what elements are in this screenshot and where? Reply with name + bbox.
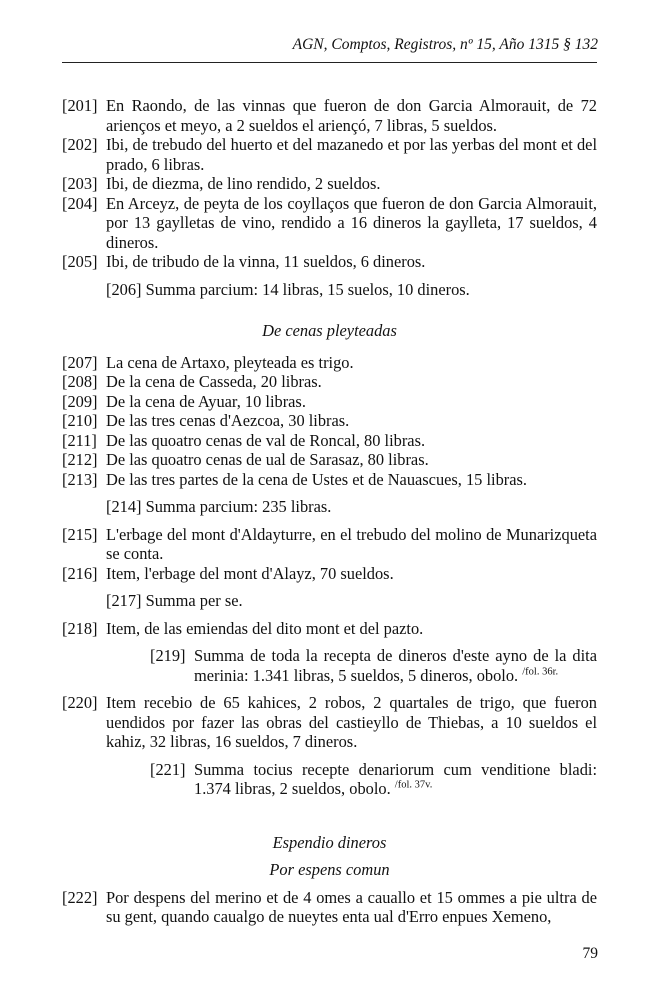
entry	[62, 525, 597, 564]
entry-text: Item, de las emiendas del dito mont et del pazto.	[106, 618, 424, 638]
summary-entry	[62, 591, 597, 611]
entry	[62, 450, 597, 470]
entry	[62, 888, 597, 927]
entry-text: De la cena de Ayuar, 10 libras.	[106, 391, 306, 411]
entry-text: En Raondo, de las vinnas que fueron de don Garcia Almorauit, de 72 arienços et meyo, a 2 sueldos el ariençó, 7 libras, 5 sueldos.	[106, 96, 597, 135]
folio-marker: /fol. 37v.	[394, 779, 433, 791]
entry-number: [222]	[62, 887, 98, 907]
entry-text: Por despens del merino et de 4 omes a cauallo et 15 ommes a pie ultra de su gent, quando caualgo de nueytes enta ual d'Erro enpues Xemeno,	[106, 887, 597, 926]
entry-text: Item recebio de 65 kahices, 2 robos, 2 quartales de trigo, que fueron uendidos por fazer las obras del castieyllo de Thiebas, a 10 sueldos el kahiz, 32 libras, 16 sueldos, 7 dineros.	[106, 693, 597, 751]
section-heading: De cenas pleyteadas	[262, 321, 397, 340]
entry-number: [212]	[62, 450, 98, 469]
entry-number: [217]	[106, 591, 142, 610]
entry-number: [220]	[62, 693, 98, 712]
entry-text: De las tres partes de la cena de Ustes et de Nauascues, 15 libras.	[106, 469, 527, 489]
entry-number: [208]	[62, 372, 98, 391]
entry-text: Item, l'erbage del mont d'Alayz, 70 sueldos.	[106, 563, 394, 583]
entry-text: Summa parcium: 235 libras.	[145, 497, 332, 516]
entry-text: Ibi, de diezma, de lino rendido, 2 sueldos.	[106, 174, 381, 193]
entry	[62, 372, 597, 392]
running-head: AGN, Comptos, Registros, nº 15, Año 1315 § 132	[292, 36, 598, 53]
summary-entry	[62, 760, 597, 799]
entry-text: Summa de toda la recepta de dineros d'este ayno de la dita merinia: 1.341 libras, 5 sueldos, 5 dineros, obolo.	[194, 646, 597, 685]
entry	[62, 252, 597, 272]
entry-text: De la cena de Casseda, 20 libras.	[106, 372, 322, 391]
entry-text: De las tres cenas d'Aezcoa, 30 libras.	[106, 411, 350, 430]
entry-number: [216]	[62, 563, 98, 583]
entry-number: [214]	[106, 497, 142, 516]
entry-text: Summa tocius recepte denariorum cum venditione bladi: 1.374 libras, 2 sueldos, obolo.	[194, 759, 597, 798]
page-number: 79	[582, 945, 598, 962]
entry-text: Summa per se.	[145, 591, 243, 610]
header-rule	[62, 62, 597, 63]
entry	[62, 392, 597, 412]
folio-marker: /fol. 36r.	[522, 666, 559, 678]
entry	[62, 431, 597, 451]
entry-number: [201]	[62, 96, 98, 115]
entry	[62, 619, 597, 639]
entry	[62, 194, 597, 253]
entry	[62, 353, 597, 373]
entry	[62, 693, 597, 752]
subsection-heading: Por espens comun	[269, 860, 390, 879]
section-heading: Espendio dineros	[272, 832, 387, 852]
entry-number: [219]	[150, 646, 186, 665]
entry-number: [209]	[62, 391, 98, 411]
main-text	[62, 96, 597, 927]
entry-text: Ibi, de tribudo de la vinna, 11 sueldos, 6 dineros.	[106, 252, 426, 271]
entry-text: La cena de Artaxo, pleyteada es trigo.	[106, 352, 354, 372]
entry-number: [206]	[106, 279, 142, 299]
entry-number: [207]	[62, 352, 98, 372]
entry-number: [210]	[62, 411, 98, 430]
entry	[62, 564, 597, 584]
entry-text: En Arceyz, de peyta de los coyllaços que fueron de don Garcia Almorauit, por 13 gaylletas de vino, rendido a 16 dineros la gaylleta, 17 sueldos, 4 dineros.	[106, 193, 597, 252]
entry-text: Summa parcium: 14 libras, 15 suelos, 10 dineros.	[145, 279, 470, 299]
summary-entry	[62, 646, 597, 685]
entry-number: [205]	[62, 252, 98, 271]
entry	[62, 96, 597, 135]
entry	[62, 135, 597, 174]
entry-number: [211]	[62, 430, 97, 450]
entry	[62, 470, 597, 490]
entry-number: [215]	[62, 524, 98, 544]
entry-text: De las quoatro cenas de val de Roncal, 80 libras.	[106, 430, 426, 450]
summary-entry	[62, 280, 597, 300]
entry-number: [213]	[62, 469, 98, 489]
summary-entry	[62, 497, 597, 517]
entry-text: L'erbage del mont d'Aldayturre, en el trebudo del molino de Munarizqueta se conta.	[106, 524, 597, 563]
entry-number: [203]	[62, 174, 98, 193]
entry-number: [202]	[62, 135, 98, 154]
entry	[62, 411, 597, 431]
entry-text: De las quoatro cenas de ual de Sarasaz, 80 libras.	[106, 450, 429, 469]
entry-number: [218]	[62, 618, 98, 638]
entry-number: [204]	[62, 193, 98, 213]
entry-text: Ibi, de trebudo del huerto et del mazanedo et por las yerbas del mont et del prado, 6 libras.	[106, 135, 597, 174]
entry-number: [221]	[150, 759, 186, 779]
entry	[62, 174, 597, 194]
